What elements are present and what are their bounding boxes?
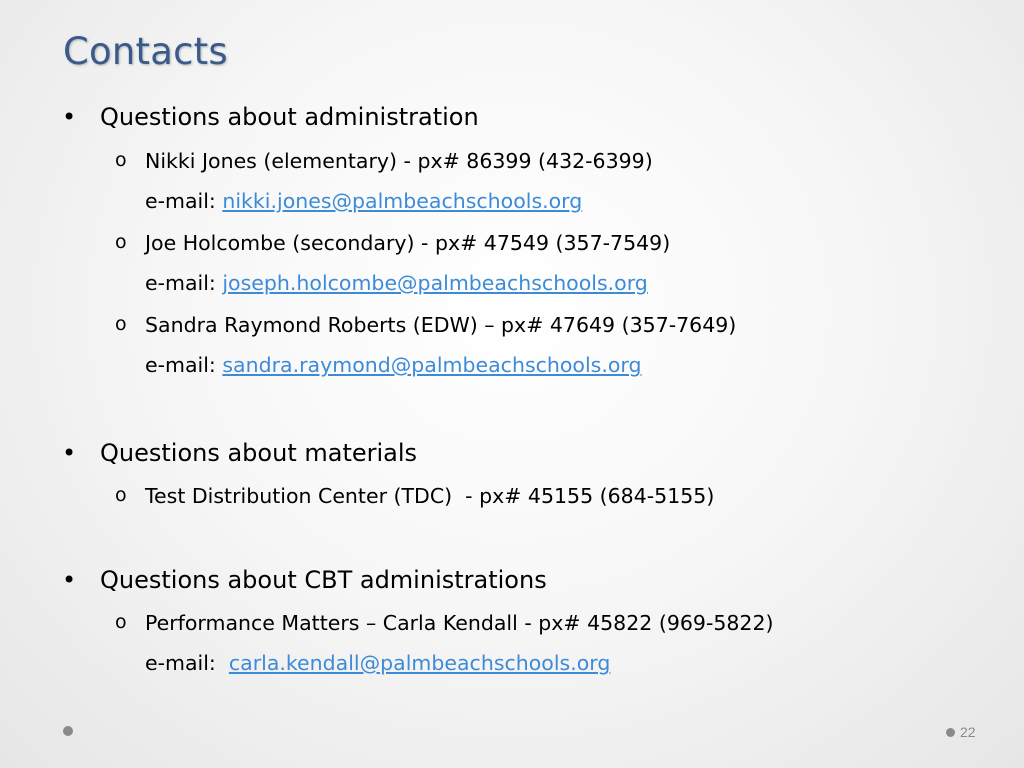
circle-bullet-icon: o	[115, 149, 127, 171]
email-link[interactable]: joseph.holcombe@palmbeachschools.org	[222, 271, 648, 295]
section-heading: Questions about CBT administrations	[100, 566, 547, 594]
contact-text: Test Distribution Center (TDC) - px# 45155 (684-5155)	[145, 484, 715, 508]
bullet-icon: •	[62, 103, 77, 131]
contact-email-line	[145, 271, 648, 295]
email-link[interactable]: carla.kendall@palmbeachschools.org	[228, 651, 611, 675]
contact-text: Joe Holcombe (secondary) - px# 47549 (357-7549)	[145, 231, 671, 255]
contact-text: Nikki Jones (elementary) - px# 86399 (432-6399)	[145, 149, 653, 173]
contact-email-line	[145, 189, 582, 213]
section-heading: Questions about administration	[100, 103, 479, 131]
email-prefix: e-mail:	[145, 353, 223, 377]
contact-email-line	[145, 353, 642, 377]
contact-email-line	[145, 651, 610, 675]
circle-bullet-icon: o	[115, 313, 127, 335]
circle-bullet-icon: o	[115, 484, 127, 506]
page-number: 22	[960, 724, 976, 740]
email-link[interactable]: nikki.jones@palmbeachschools.org	[222, 189, 583, 213]
decorative-dot-icon	[946, 728, 955, 737]
email-prefix: e-mail:	[145, 271, 223, 295]
decorative-dot-icon	[63, 726, 73, 736]
contact-text: Sandra Raymond Roberts (EDW) – px# 47649 (357-7649)	[145, 313, 737, 337]
section-heading: Questions about materials	[100, 439, 418, 467]
email-prefix: e-mail:	[145, 189, 223, 213]
email-prefix: e-mail:	[145, 651, 229, 675]
circle-bullet-icon: o	[115, 611, 127, 633]
slide-title: Contacts	[63, 30, 228, 73]
circle-bullet-icon: o	[115, 231, 127, 253]
bullet-icon: •	[62, 566, 77, 594]
contact-text: Performance Matters – Carla Kendall - px# 45822 (969-5822)	[145, 611, 774, 635]
bullet-icon: •	[62, 439, 77, 467]
email-link[interactable]: sandra.raymond@palmbeachschools.org	[222, 353, 642, 377]
